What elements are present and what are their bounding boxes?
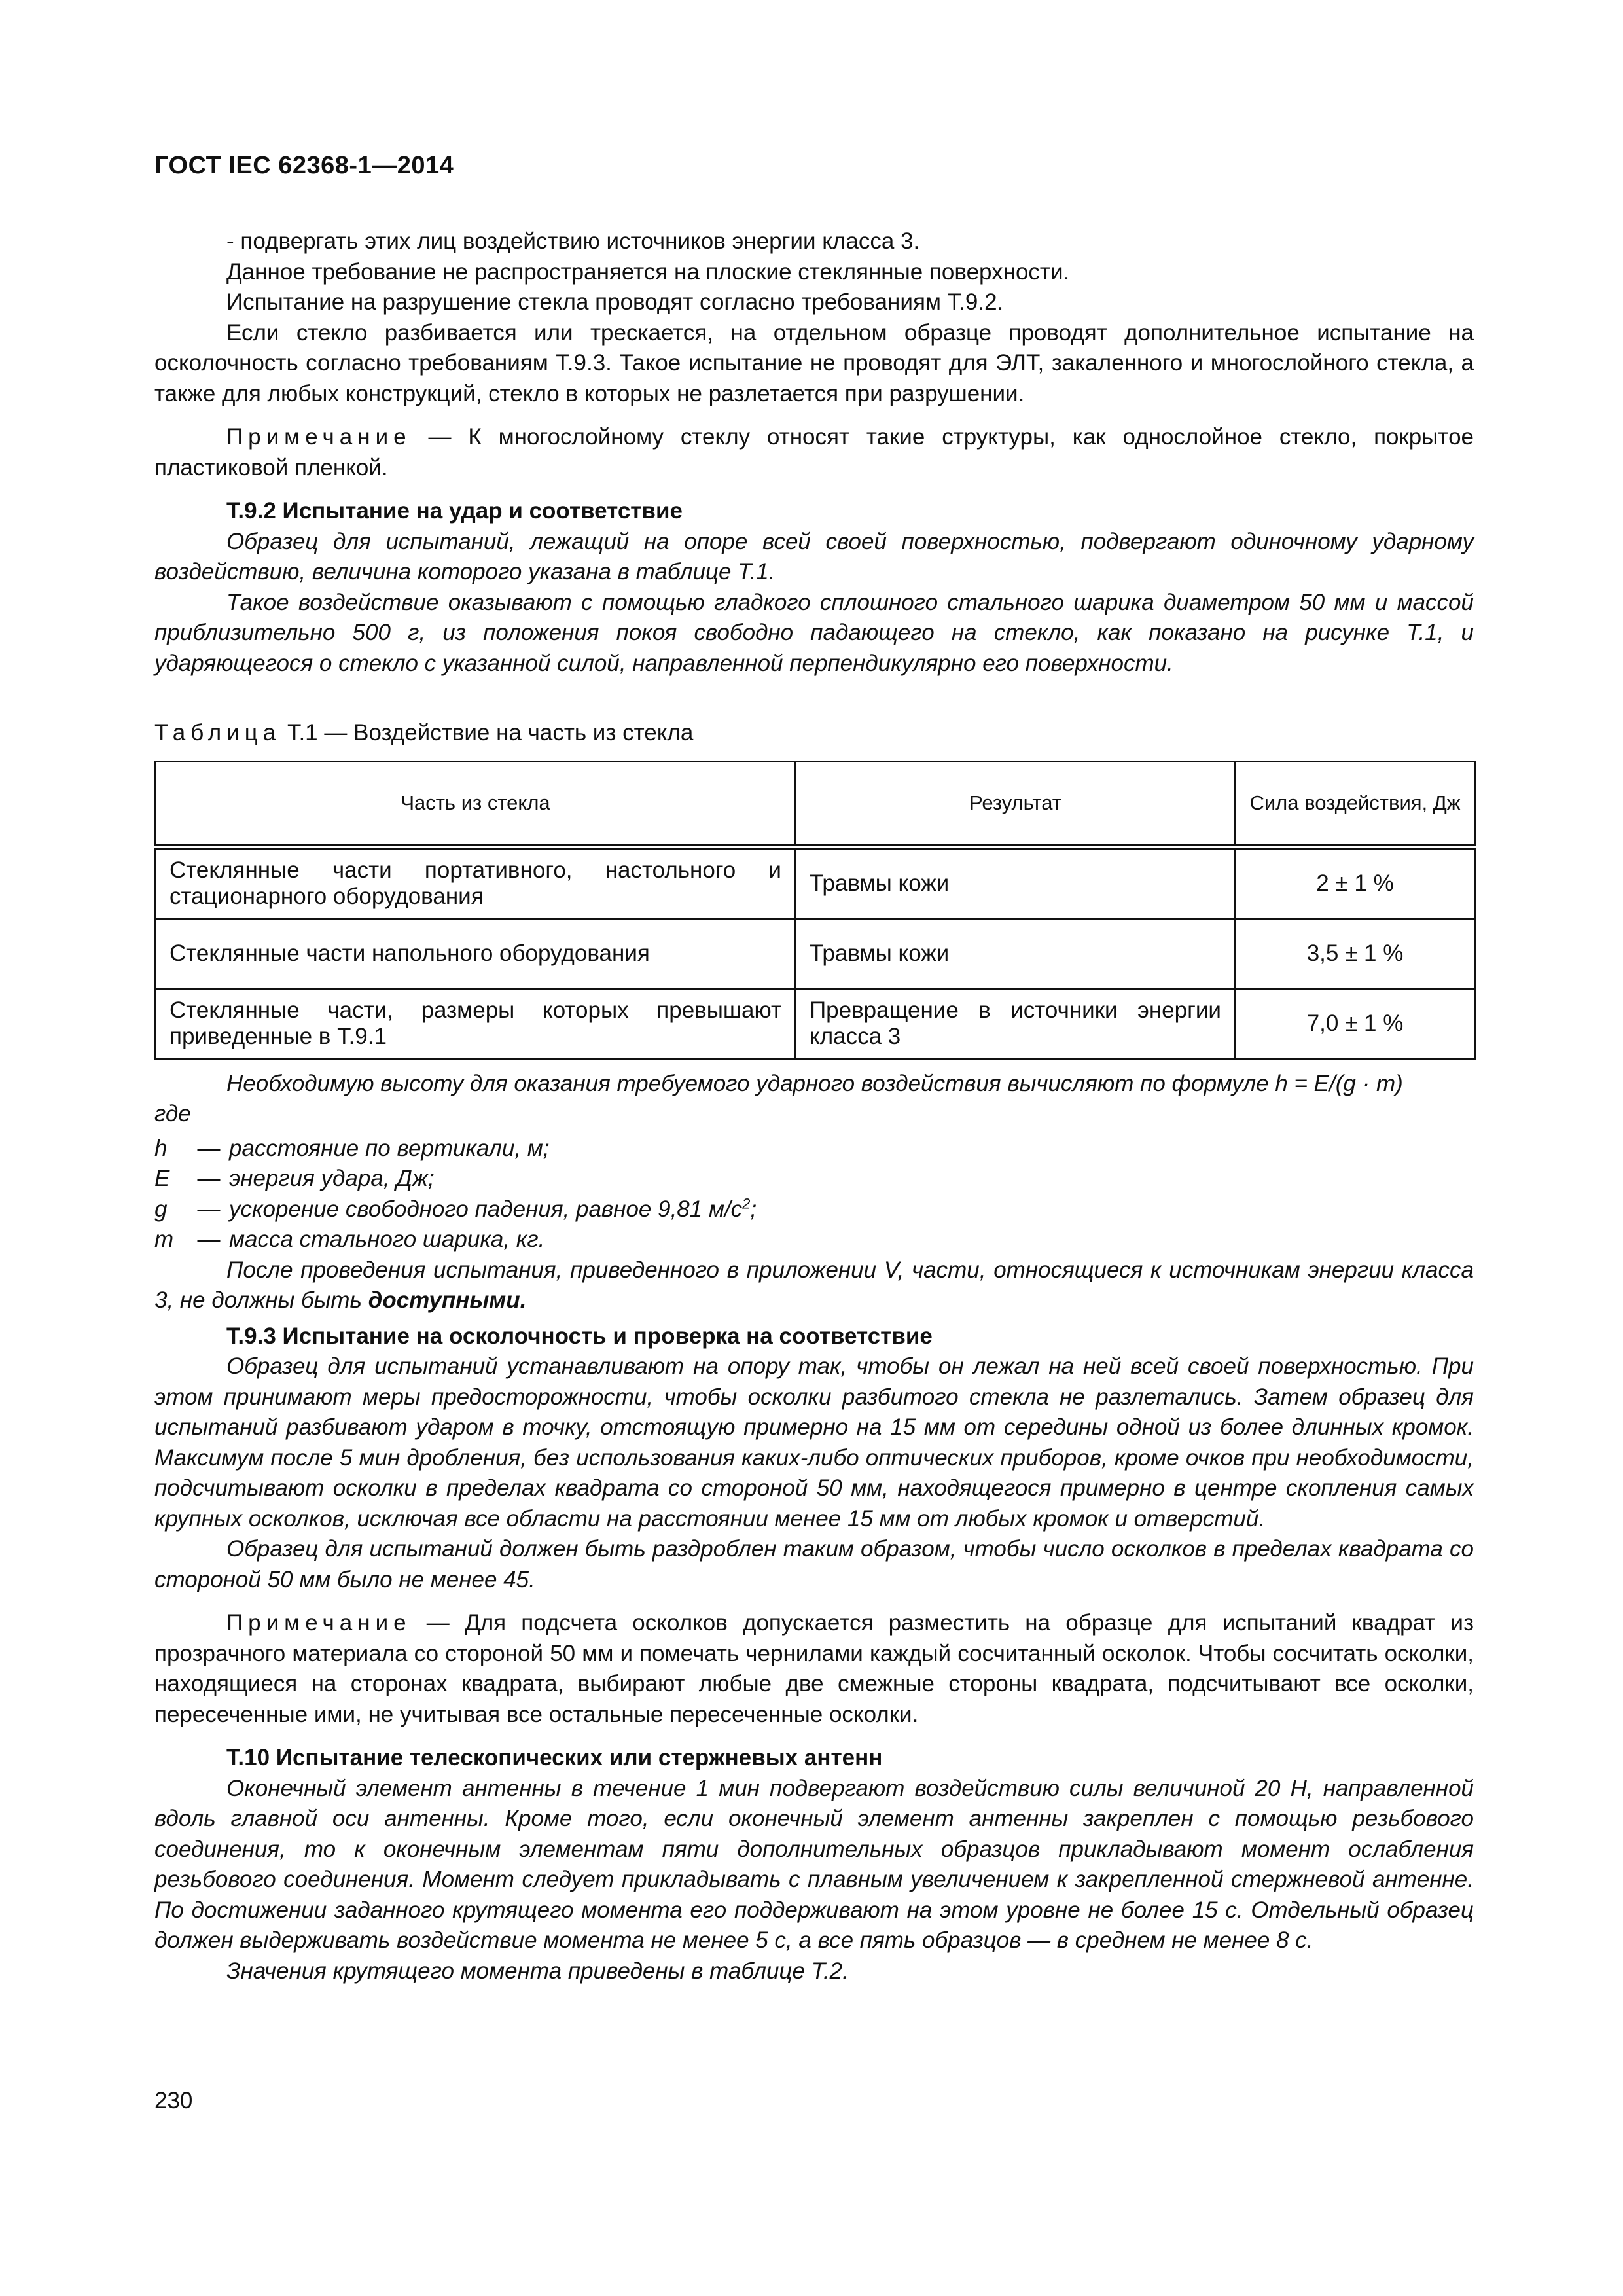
definition-dash: — — [197, 1196, 221, 1222]
superscript: 2 — [742, 1194, 751, 1211]
definition-item — [154, 1134, 1474, 1164]
definition-dash: — — [197, 1166, 221, 1191]
definition-dash: — — [197, 1135, 221, 1161]
formula-where: где — [154, 1101, 191, 1126]
table-header-row — [156, 761, 1475, 846]
table-cell: Травмы кожи — [796, 918, 1236, 988]
table-header-cell: Сила воздействия, Дж — [1236, 761, 1475, 846]
table-cell: 2 ± 1 % — [1236, 846, 1475, 918]
table-cell: Стеклянные части, размеры которых превышают приведенные в Т.9.1 — [156, 988, 796, 1058]
table-cell: 7,0 ± 1 % — [1236, 988, 1475, 1058]
definition-text: ускорение свободного падения, равное 9,81 м/с — [229, 1196, 743, 1222]
page-header-title: ГОСТ IEC 62368-1—2014 — [154, 152, 454, 179]
definition-symbol: g — [154, 1196, 168, 1222]
paragraph: Оконечный элемент антенны в течение 1 мин подвергают воздействию силы величиной 20 Н, направленной вдоль главной оси антенны. Кроме того, если оконечный элемент антенны закреплен с помощью резьбового соединения, то к оконечным элементам пяти дополнительных образцов прикладывают момент ослабления резьбового соединения. Момент следует прикладывать с плавным увеличением к закрепленной стержневой антенне. По достижении заданного крутящего момента его поддерживают на этом уровне не более 15 с. Отдельный образец должен выдерживать воздействие момента не менее 5 с, а все пять образцов — в среднем не менее 8 с. — [154, 1775, 1474, 1953]
note — [154, 422, 1474, 483]
definition-tail: ; — [750, 1196, 757, 1222]
definition-symbol: h — [154, 1135, 168, 1161]
note-label: Примечание — [226, 1610, 412, 1636]
page-number: 230 — [154, 2088, 193, 2113]
definition-item — [154, 1225, 1474, 1255]
note-label: Примечание — [226, 424, 412, 450]
note — [154, 1608, 1474, 1730]
section-heading: Т.9.2 Испытание на удар и соответствие — [226, 498, 683, 524]
section-heading: Т.10 Испытание телескопических или стержневых антенн — [226, 1745, 883, 1770]
formula-definitions — [154, 1134, 1474, 1255]
section-heading: Т.9.3 Испытание на осколочность и проверка на соответствие — [226, 1323, 933, 1349]
paragraph: Испытание на разрушение стекла проводят согласно требованиям Т.9.2. — [226, 289, 1004, 315]
definition-text: масса стального шарика, кг. — [229, 1227, 545, 1252]
document-body — [154, 226, 1474, 1986]
table-cell: Стеклянные части напольного оборудования — [156, 918, 796, 988]
table-caption-label: Таблица — [154, 720, 281, 745]
paragraph: Если стекло разбивается или трескается, на отдельном образце проводят дополнительное испытание на осколочность согласно требованиям Т.9.3. Такое испытание не проводят для ЭЛТ, закаленного и многослойного стекла, а также для любых конструкций, стекло в которых не разлетается при разрушении. — [154, 319, 1474, 406]
note-text: — К многослойному стеклу относят такие структуры, как однослойное стекло, покрытое пластиковой пленкой. — [154, 424, 1474, 480]
definition-item — [154, 1194, 1474, 1225]
formula-text: Необходимую высоту для оказания требуемого ударного воздействия вычисляют по формуле h = E/(g · m) — [226, 1070, 1403, 1096]
paragraph: Такое воздействие оказывают с помощью гладкого сплошного стального шарика диаметром 50 мм и массой приблизительно 500 г, из положения покоя свободно падающего на стекло, как показано на рисунке Т.1, и ударяющегося о стекло с указанной силой, направленной перпендикулярно его поверхности. — [154, 589, 1474, 676]
table-row — [156, 988, 1475, 1058]
impact-table — [154, 761, 1476, 1060]
paragraph: Данное требование не распространяется на плоские стеклянные поверхности. — [226, 259, 1070, 285]
emphasis-text: доступными. — [368, 1287, 527, 1313]
table-caption-text: Т.1 — Воздействие на часть из стекла — [281, 720, 694, 745]
table-row — [156, 846, 1475, 918]
definition-symbol: E — [154, 1166, 170, 1191]
note-text: — Для подсчета осколков допускается разместить на образце для испытаний квадрат из прозрачного материала со стороной 50 мм и помечать чернилами каждый сосчитанный осколок. Чтобы сосчитать осколки, находящиеся на сторонах квадрата, выбирают любые две смежные стороны квадрата, подсчитывают все осколки, пересеченные ими, не учитывая все остальные пересеченные осколки. — [154, 1610, 1474, 1727]
paragraph: Образец для испытаний устанавливают на опору так, чтобы он лежал на ней всей своей поверхностью. При этом принимают меры предосторожности, чтобы осколки разбитого стекла не разлетались. Затем образец для испытаний разбивают ударом в точку, отстоящую примерно на 15 мм от середины одной из более длинных кромок. Максимум после 5 мин дробления, без использования каких-либо оптических приборов, кроме очков при необходимости, подсчитывают осколки в пределах квадрата со стороной 50 мм, находящегося примерно в центре скопления самых крупных осколков, исключая все области на расстоянии менее 15 мм от любых кромок и отверстий. — [154, 1354, 1474, 1532]
definition-item — [154, 1164, 1474, 1194]
table-caption — [154, 718, 1474, 749]
definition-dash: — — [197, 1227, 221, 1252]
table-cell: Стеклянные части портативного, настольного и стационарного оборудования — [156, 846, 796, 918]
definition-text: энергия удара, Дж; — [229, 1166, 435, 1191]
paragraph: - подвергать этих лиц воздействию источников энергии класса 3. — [226, 228, 920, 254]
definition-symbol: m — [154, 1227, 174, 1252]
table-cell: Травмы кожи — [796, 846, 1236, 918]
definition-text: расстояние по вертикали, м; — [229, 1135, 550, 1161]
paragraph — [154, 1255, 1474, 1316]
paragraph: Образец для испытаний, лежащий на опоре всей своей поверхностью, подвергают одиночному ударному воздействию, величина которого указана в таблице Т.1. — [154, 528, 1474, 584]
paragraph: Образец для испытаний должен быть раздроблен таким образом, чтобы число осколков в пределах квадрата со стороной 50 мм было не менее 45. — [154, 1536, 1474, 1592]
table-row — [156, 918, 1475, 988]
paragraph-text: После проведения испытания, приведенного в приложении V, части, относящиеся к источникам энергии класса 3, не должны быть — [154, 1257, 1474, 1313]
table-cell: 3,5 ± 1 % — [1236, 918, 1475, 988]
table-header-cell: Результат — [796, 761, 1236, 846]
paragraph: Значения крутящего момента приведены в таблице Т.2. — [226, 1958, 849, 1984]
table-header-cell: Часть из стекла — [156, 761, 796, 846]
table-cell: Превращение в источники энергии класса 3 — [796, 988, 1236, 1058]
